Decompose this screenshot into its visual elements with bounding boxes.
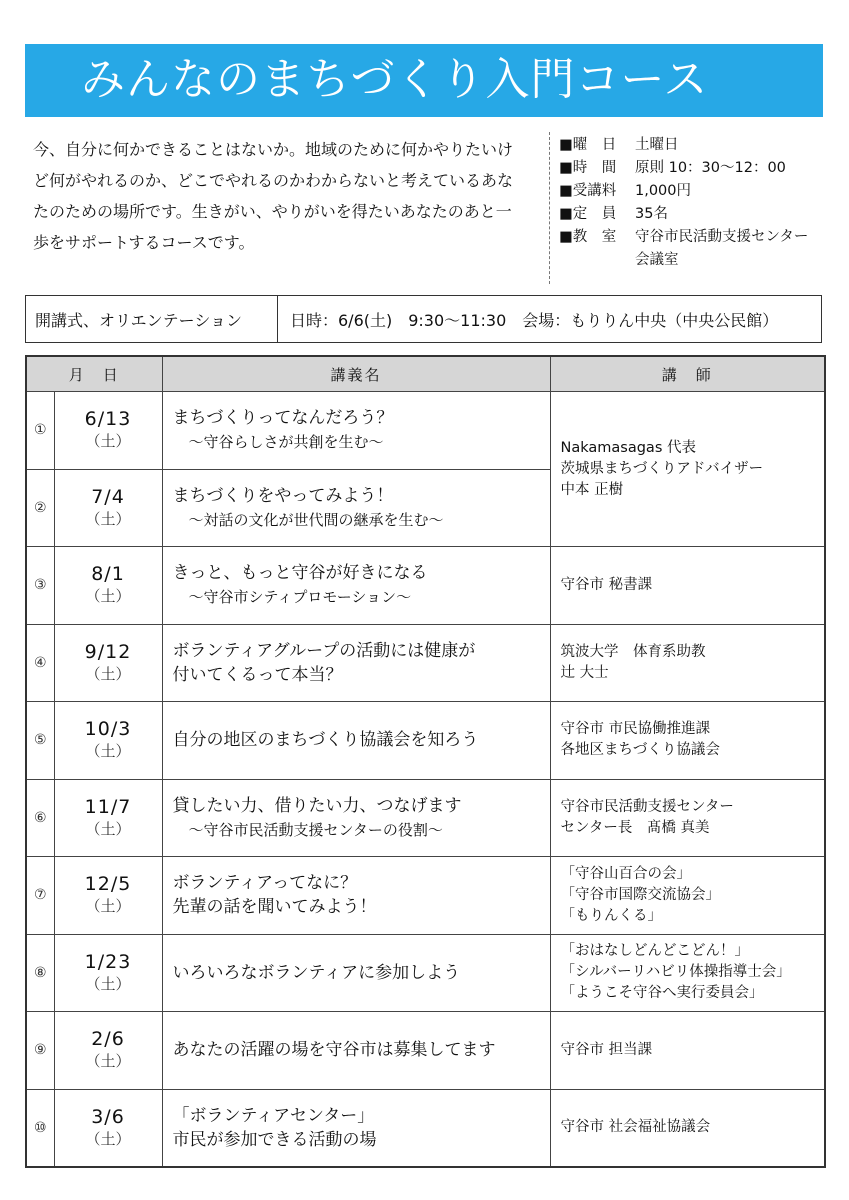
- date-text: 10/3: [84, 718, 132, 741]
- weekday-text: （土）: [85, 1129, 131, 1148]
- lecturer-line: Nakamasagas 代表: [560, 439, 696, 456]
- header-lecturer: 講 師: [550, 356, 825, 392]
- lecturer: [550, 779, 825, 857]
- lecturer-line: 「守谷市国際交流協会」: [560, 886, 721, 903]
- info-row-room-2: [559, 249, 808, 272]
- lecturer-line: 「おはなしどんどこどん！」: [560, 943, 750, 960]
- row-date: [54, 779, 162, 857]
- lecturer: [550, 702, 825, 780]
- lecturer: [550, 392, 825, 547]
- lecturer-line: 筑波大学 体育系助教: [560, 643, 706, 660]
- title-text: きっと、もっと守谷が好きになる: [172, 563, 428, 584]
- title-text-line2: 先輩の話を聞いてみよう！: [172, 897, 377, 918]
- ceremony-label: 開講式、オリエンテーション: [26, 296, 278, 342]
- lecturer: [550, 934, 825, 1012]
- lecturer-line: 「ようこそ守谷へ実行委員会」: [560, 985, 764, 1002]
- row-number: ⑤: [26, 702, 54, 780]
- lecture-title: [162, 857, 550, 935]
- subtitle-text: 〜守谷市シティプロモーション〜: [188, 588, 412, 607]
- row-date: [54, 547, 162, 625]
- date-text: 6/13: [84, 408, 132, 431]
- weekday-text: （土）: [85, 974, 131, 993]
- weekday-text: （土）: [85, 1052, 131, 1071]
- page-title: みんなのまちづくり入門コース: [81, 54, 709, 105]
- table-row: [26, 392, 825, 470]
- weekday-text: （土）: [85, 742, 131, 761]
- ceremony-detail: 日時：6/6(土) 9:30〜11:30 会場：もりりん中央（中央公民館）: [290, 310, 779, 330]
- header-date: 月 日: [26, 356, 162, 392]
- lecturer-line: 各地区まちづくり協議会: [560, 742, 720, 759]
- lecture-title: [162, 624, 550, 702]
- row-number: ⑧: [26, 934, 54, 1012]
- info-row-room: [559, 226, 808, 249]
- row-number: ①: [26, 392, 54, 470]
- lecturer: [550, 547, 825, 625]
- lecture-title: [162, 1089, 550, 1167]
- table-row: [26, 857, 825, 935]
- title-text: 自分の地区のまちづくり協議会を知ろう: [172, 730, 479, 751]
- title-banner: [25, 44, 823, 117]
- table-row: [26, 624, 825, 702]
- row-date: [54, 469, 162, 547]
- row-date: [54, 1012, 162, 1090]
- table-row: [26, 547, 825, 625]
- lecture-title: [162, 702, 550, 780]
- lecture-title: [162, 392, 550, 470]
- title-text: 「ボランティアセンター」: [172, 1105, 375, 1126]
- lecturer-line: 中本 正樹: [560, 481, 624, 498]
- table-header-row: [26, 356, 825, 392]
- lecture-title: [162, 779, 550, 857]
- intro-line: たのための場所です。生きがい、やりがいを得たいあなたのあと一: [33, 202, 512, 221]
- title-text: いろいろなボランティアに参加しよう: [172, 962, 461, 983]
- lecturer-line: 「もりんくる」: [560, 907, 663, 924]
- info-value: 守谷市民活動支援センター: [635, 229, 809, 245]
- row-date: [54, 392, 162, 470]
- date-text: 9/12: [84, 640, 132, 663]
- title-text-line2: 市民が参加できる活動の場: [172, 1129, 377, 1150]
- lecture-title: [162, 547, 550, 625]
- row-number: ③: [26, 547, 54, 625]
- date-text: 12/5: [84, 873, 132, 896]
- info-key: ■受講料: [559, 183, 617, 199]
- title-text: ボランティアグループの活動には健康が: [172, 640, 476, 661]
- title-text-line2: 付いてくるって本当？: [172, 664, 343, 685]
- lecturer-line: 「守谷山百合の会」: [560, 865, 692, 882]
- subtitle-text: 〜対話の文化が世代間の継承を生む〜: [188, 510, 444, 529]
- row-number: ②: [26, 469, 54, 547]
- weekday-text: （土）: [85, 432, 131, 451]
- title-text: あなたの活躍の場を守谷市は募集してます: [172, 1040, 496, 1061]
- course-info: [559, 134, 808, 272]
- lecturer-line: センター長 髙橋 真美: [560, 819, 710, 836]
- info-value: 1,000円: [635, 183, 692, 199]
- date-text: 1/23: [84, 950, 132, 973]
- info-value: 原則 10：30〜12：00: [635, 160, 786, 176]
- intro-line: 歩をサポートするコースです。: [33, 233, 255, 252]
- lecturer: [550, 624, 825, 702]
- intro-text: [33, 134, 549, 258]
- weekday-text: （土）: [85, 587, 131, 606]
- row-date: [54, 702, 162, 780]
- table-row: [26, 779, 825, 857]
- table-row: [26, 1012, 825, 1090]
- row-number: ⑥: [26, 779, 54, 857]
- table-row: [26, 934, 825, 1012]
- title-text: まちづくりってなんだろう？: [172, 408, 394, 429]
- date-text: 7/4: [91, 485, 125, 508]
- opening-ceremony-box: [25, 295, 822, 343]
- intro-line: 今、自分に何かできることはないか。地域のために何かやりたいけ: [33, 140, 514, 159]
- date-text: 2/6: [91, 1028, 125, 1051]
- info-row-time: [559, 157, 808, 180]
- info-row-capacity: [559, 203, 808, 226]
- title-text: 貸したい力、借りたい力、つなげます: [172, 795, 462, 816]
- info-key: ■曜 日: [559, 137, 617, 153]
- info-value: 土曜日: [635, 137, 679, 153]
- row-number: ⑨: [26, 1012, 54, 1090]
- row-date: [54, 1089, 162, 1167]
- intro-line: ど何がやれるのか、どこでやれるのかわからないと考えているあな: [33, 171, 514, 190]
- lecturer: [550, 1012, 825, 1090]
- info-key: ■定 員: [559, 206, 617, 222]
- weekday-text: （土）: [85, 819, 131, 838]
- info-row-day: [559, 134, 808, 157]
- row-date: [54, 624, 162, 702]
- lecturer-line: 「シルバーリハビリ体操指導士会」: [560, 964, 791, 981]
- weekday-text: （土）: [85, 897, 131, 916]
- lecturer-line: 守谷市民活動支援センター: [560, 798, 734, 815]
- weekday-text: （土）: [85, 509, 131, 528]
- subtitle-text: 〜守谷らしさが共創を生む〜: [188, 433, 384, 452]
- schedule-table: [25, 355, 826, 1168]
- lecturer-line: 守谷市 担当課: [560, 1041, 653, 1058]
- title-text: まちづくりをやってみよう！: [172, 485, 394, 506]
- row-number: ⑦: [26, 857, 54, 935]
- row-date: [54, 934, 162, 1012]
- lecturer-line: 守谷市 社会福祉協議会: [560, 1119, 711, 1136]
- lecturer-line: 辻 大士: [560, 664, 609, 681]
- date-text: 11/7: [84, 795, 132, 818]
- lecture-title: [162, 469, 550, 547]
- table-row: [26, 1089, 825, 1167]
- subtitle-text: 〜守谷市民活動支援センターの役割〜: [188, 820, 443, 839]
- lecturer-line: 茨城県まちづくりアドバイザー: [560, 460, 764, 477]
- lecture-title: [162, 1012, 550, 1090]
- dashed-divider: [549, 132, 550, 284]
- row-number: ④: [26, 624, 54, 702]
- info-value: 会議室: [635, 252, 679, 268]
- lecturer: [550, 1089, 825, 1167]
- info-value: 35名: [635, 206, 668, 222]
- info-key: ■教 室: [559, 229, 617, 245]
- info-row-fee: [559, 180, 808, 203]
- info-key: ■時 間: [559, 160, 617, 176]
- lecture-title: [162, 934, 550, 1012]
- row-number: ⑩: [26, 1089, 54, 1167]
- table-row: [26, 702, 825, 780]
- title-text: ボランティアってなに？: [172, 873, 358, 894]
- header-title: 講義名: [162, 356, 550, 392]
- row-date: [54, 857, 162, 935]
- weekday-text: （土）: [85, 664, 131, 683]
- lecturer: [550, 857, 825, 935]
- date-text: 3/6: [91, 1105, 125, 1128]
- lecturer-line: 守谷市 市民協働推進課: [560, 721, 711, 738]
- lecturer-line: 守谷市 秘書課: [560, 576, 653, 593]
- date-text: 8/1: [91, 563, 125, 586]
